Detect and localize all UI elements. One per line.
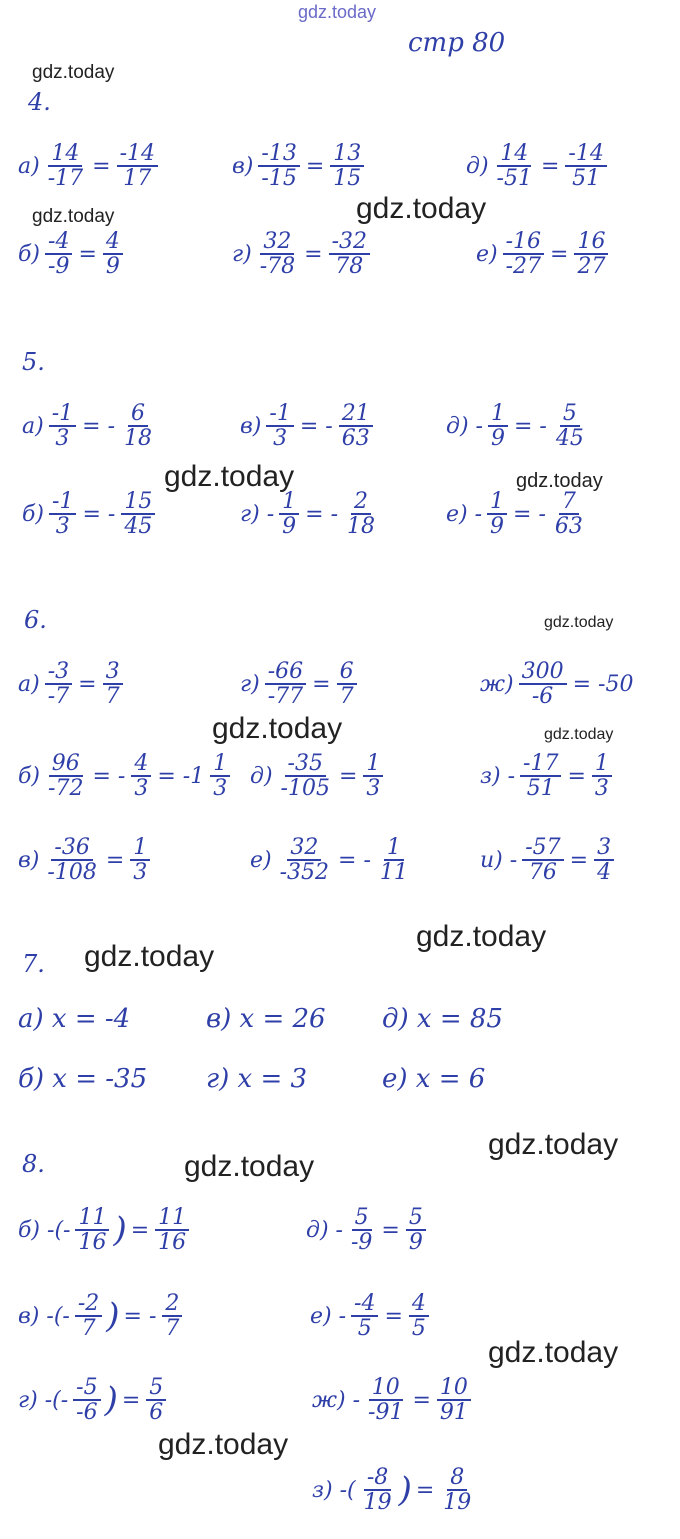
ex6-b: б) $\frac{96}{-72}$ = - $\frac{4}{3}$ = -1 $\frac{1}{3}$	[18, 752, 233, 800]
ex7-v: в) x = 26	[206, 1004, 326, 1034]
ex6-z: з) - $\frac{-17}{51}$ = $\frac{1}{3}$	[480, 752, 615, 800]
ex8-z: з) -( $\frac{-8}{19}$ ) = $\frac{8}{19}$	[312, 1465, 472, 1516]
ex6-i: и) - $\frac{-57}{76}$ = $\frac{3}{4}$	[480, 836, 617, 884]
watermark: gdz.today	[32, 62, 115, 83]
ex5-e: е) - $\frac{1}{9}$ = - $\frac{7}{63}$	[446, 489, 583, 540]
exercise-4-number: 4.	[28, 88, 51, 116]
watermark-top: gdz.today	[298, 2, 377, 22]
ex7-e: е) x = 6	[382, 1064, 486, 1094]
ex7-b: б) x = -35	[18, 1064, 148, 1094]
ex4-g: г) $\frac{32}{-78}$ = $\frac{-32}{78}$	[232, 230, 373, 278]
ex5-d: д) - $\frac{1}{9}$ = - $\frac{5}{45}$	[446, 401, 584, 452]
ex6-g: г) $\frac{-66}{-77}$ = $\frac{6}{7}$	[240, 660, 360, 708]
watermark: gdz.today	[488, 1128, 619, 1161]
ex7-a: а) x = -4	[18, 1004, 131, 1034]
ex8-b: б) -(- $\frac{11}{16}$ ) = $\frac{11}{16}$	[18, 1206, 192, 1254]
watermark: gdz.today	[184, 1150, 315, 1183]
exercise-7-number: 7.	[22, 950, 45, 978]
ex5-b: б) $\frac{-1}{3}$ = - $\frac{15}{45}$	[22, 490, 158, 538]
ex5-v: в) $\frac{-1}{3}$ = - $\frac{21}{63}$	[240, 402, 376, 450]
watermark: gdz.today	[544, 614, 614, 631]
ex4-d: д) $\frac{14}{-51}$ = $\frac{-14}{51}$	[466, 142, 610, 190]
watermark: gdz.today	[516, 470, 603, 492]
ex8-v: в) -(- $\frac{-2}{7}$ ) = - $\frac{2}{7}$	[18, 1292, 185, 1340]
ex7-d: д) x = 85	[382, 1004, 503, 1034]
ex6-e: е) $\frac{32}{-352}$ = - $\frac{1}{11}$	[250, 835, 408, 886]
ex8-zh: ж) - $\frac{10}{-91}$ = $\frac{10}{91}$	[312, 1376, 474, 1424]
watermark: gdz.today	[544, 726, 614, 743]
watermark: gdz.today	[32, 206, 115, 227]
ex8-e: е) - $\frac{-4}{5}$ = $\frac{4}{5}$	[310, 1292, 432, 1340]
exercise-6-number: 6.	[24, 606, 47, 634]
ex6-d: д) $\frac{-35}{-105}$ = $\frac{1}{3}$	[250, 752, 386, 800]
ex7-g: г) x = 3	[206, 1064, 308, 1094]
ex5-g: г) - $\frac{1}{9}$ = - $\frac{2}{18}$	[240, 489, 376, 540]
watermark: gdz.today	[84, 940, 215, 973]
watermark: gdz.today	[158, 1428, 289, 1461]
watermark: gdz.today	[416, 920, 547, 953]
ex8-d: д) - $\frac{5}{-9}$ = $\frac{5}{9}$	[306, 1206, 429, 1254]
watermark: gdz.today	[488, 1336, 619, 1369]
watermark: gdz.today	[212, 712, 343, 745]
ex4-v: в) $\frac{-13}{-15}$ = $\frac{13}{15}$	[232, 142, 367, 190]
ex6-a: а) $\frac{-3}{-7}$ = $\frac{3}{7}$	[18, 660, 126, 708]
exercise-5-number: 5.	[22, 348, 45, 376]
ex4-b: б) $\frac{-4}{-9}$ = $\frac{4}{9}$	[18, 230, 126, 278]
page-label: стр 80	[408, 28, 506, 58]
ex6-v: в) $\frac{-36}{-108}$ = $\frac{1}{3}$	[18, 836, 153, 884]
ex4-e: е) $\frac{-16}{-27}$ = $\frac{16}{27}$	[476, 230, 611, 278]
ex5-a: а) $\frac{-1}{3}$ = - $\frac{6}{18}$	[22, 401, 153, 452]
watermark: gdz.today	[164, 460, 295, 493]
ex6-zh: ж) $\frac{300}{-6}$ = -50	[480, 659, 634, 710]
ex4-a: а) $\frac{14}{-17}$ = $\frac{-14}{17}$	[18, 142, 161, 190]
watermark: gdz.today	[356, 192, 487, 225]
exercise-8-number: 8.	[22, 1150, 45, 1178]
ex8-g: г) -(- $\frac{-5}{-6}$ ) = $\frac{5}{6}$	[18, 1376, 169, 1424]
